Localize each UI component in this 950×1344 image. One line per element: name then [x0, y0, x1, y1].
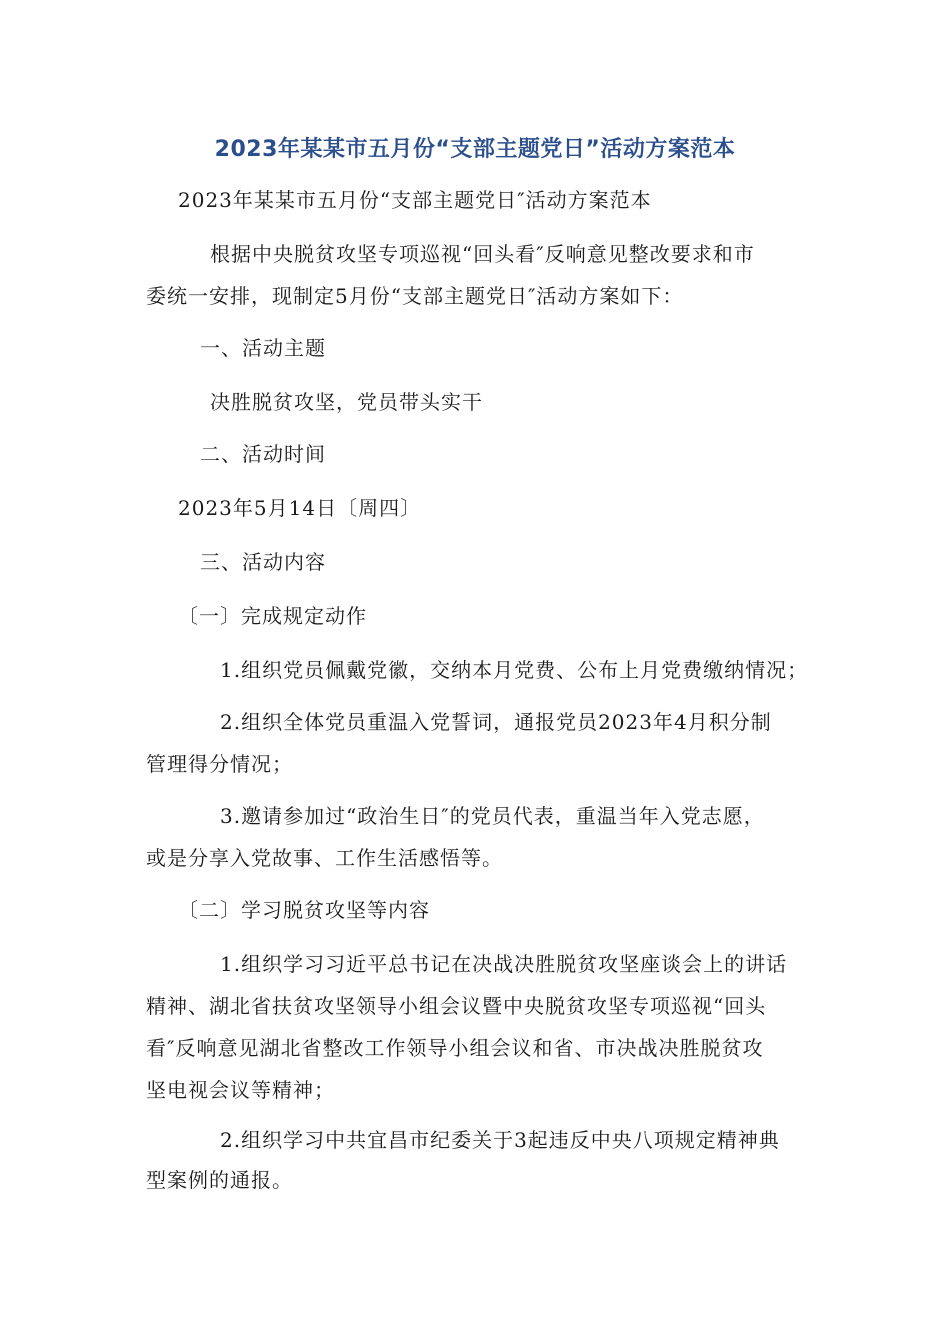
list-item-line: 1.组织党员佩戴党徽，交纳本月党费、公布上月党费缴纳情况；: [220, 658, 809, 682]
list-item-line: 精神、湖北省扶贫攻坚领导小组会议暨中央脱贫攻坚专项巡视“回头: [146, 994, 767, 1018]
list-item-line: 3.邀请参加过“政治生日″的党员代表，重温当年入党志愿，: [220, 804, 765, 828]
list-item-line: 2.组织全体党员重温入党誓词，通报党员2023年4月积分制: [220, 710, 772, 734]
intro-line-2: 委统一安排，现制定5月份“支部主题党日″活动方案如下：: [146, 284, 684, 308]
list-item-line: 看″反响意见湖北省整改工作领导小组会议和省、市决战决胜脱贫攻: [146, 1036, 764, 1060]
intro-line-1: 根据中央脱贫攻坚专项巡视“回头看″反响意见整改要求和市: [210, 242, 755, 266]
list-item-line: 1.组织学习习近平总书记在决战决胜脱贫攻坚座谈会上的讲话: [220, 952, 788, 976]
document-title: 2023年某某市五月份“支部主题党日”活动方案范本: [214, 137, 736, 162]
section-heading-content: 三、活动内容: [200, 550, 326, 574]
list-item-line: 坚电视会议等精神；: [146, 1078, 335, 1102]
section-text-theme: 决胜脱贫攻坚，党员带头实干: [210, 390, 483, 414]
list-item-line: 2.组织学习中共宜昌市纪委关于3起违反中央八项规定精神典: [220, 1128, 780, 1152]
subtitle-line: 2023年某某市五月份“支部主题党日″活动方案范本: [178, 188, 652, 212]
list-item-line: 型案例的通报。: [146, 1168, 293, 1192]
subsection-heading-study: 〔二〕学习脱贫攻坚等内容: [178, 898, 430, 922]
subsection-heading-required: 〔一〕完成规定动作: [178, 604, 367, 628]
list-item-line: 管理得分情况；: [146, 752, 293, 776]
list-item-line: 或是分享入党故事、工作生活感悟等。: [146, 846, 503, 870]
section-text-time: 2023年5月14日〔周四〕: [178, 496, 422, 520]
section-heading-theme: 一、活动主题: [200, 336, 326, 360]
section-heading-time: 二、活动时间: [200, 442, 326, 466]
